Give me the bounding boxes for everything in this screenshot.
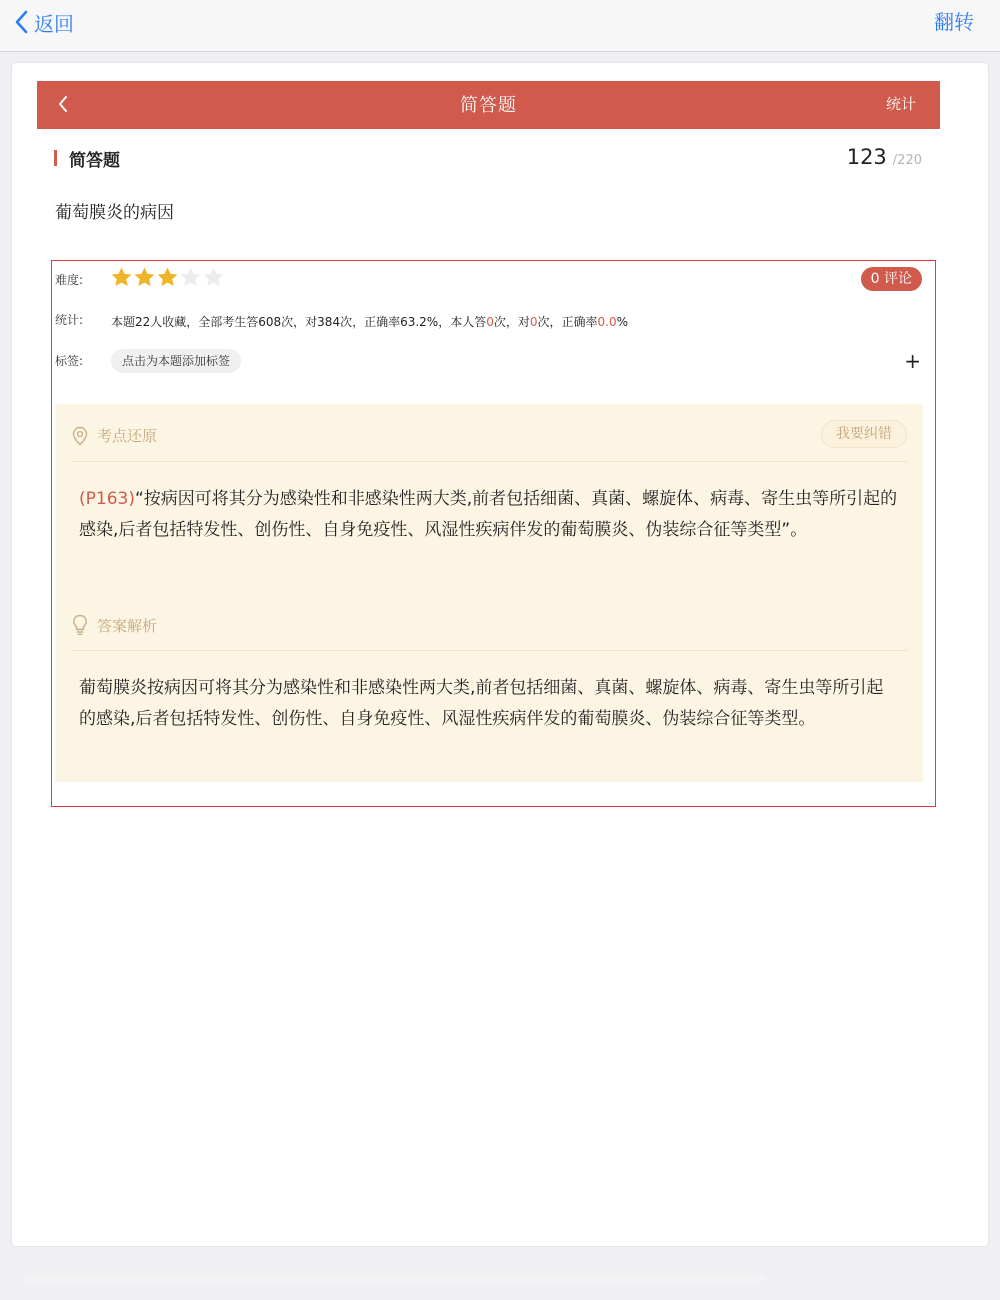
stats-text-2: 次，对 <box>493 315 530 329</box>
point-text: “按病因可将其分为感染性和非感染性两大类,前者包括细菌、真菌、螺旋体、病毒、寄生虫等所引起的感染,后者包括特发性、创伤性、自身免疫性、风湿性疾病伴发的葡萄膜炎、伪装综合征等类型”。 <box>79 489 898 540</box>
question-counter <box>847 145 922 169</box>
question-page <box>37 81 940 1201</box>
comment-badge[interactable]: 0 评论 <box>861 267 922 291</box>
chevron-left-icon <box>14 10 28 34</box>
star-icon <box>202 266 225 289</box>
page-reference: (P163) <box>79 489 135 509</box>
question-text: 葡萄膜炎的病因 <box>55 203 174 223</box>
bottom-toolbar-ghost <box>24 1275 764 1283</box>
answer-paragraph: 葡萄膜炎按病因可将其分为感染性和非感染性两大类,前者包括细菌、真菌、螺旋体、病毒、寄生虫等所引起的感染,后者包括特发性、创伤性、自身免疫性、风湿性疾病伴发的葡萄膜炎、伪装综合征等类型。 <box>79 678 884 729</box>
stats-button[interactable]: 统计 <box>885 95 916 113</box>
my-accuracy: 0.0 <box>597 315 617 329</box>
lightbulb-icon <box>71 614 89 636</box>
report-error-button[interactable]: 我要纠错 <box>821 420 907 448</box>
plus-icon[interactable]: + <box>904 349 921 373</box>
stats-text-4: % <box>616 315 629 329</box>
stats-label: 统计: <box>55 313 84 327</box>
location-pin-icon <box>71 426 89 446</box>
divider <box>71 650 907 651</box>
answer-section-header <box>71 614 157 636</box>
difficulty-label: 难度: <box>55 273 84 287</box>
content-card <box>12 63 988 1246</box>
back-button[interactable] <box>14 8 74 36</box>
stats-text-3: 次，正确率 <box>537 315 598 329</box>
star-icon <box>110 266 133 289</box>
point-paragraph <box>79 484 899 546</box>
accent-bar <box>54 150 57 166</box>
header-title: 简答题 <box>460 95 517 116</box>
stats-text-1: 本题22人收藏，全部考生答608次，对384次，正确率63.2%，本人答 <box>111 315 487 329</box>
stats-line <box>111 313 628 330</box>
difficulty-stars <box>110 266 225 289</box>
tags-label: 标签: <box>55 354 84 368</box>
divider <box>71 461 907 462</box>
question-type-label: 简答题 <box>69 150 120 171</box>
point-section-title: 考点还原 <box>97 427 158 445</box>
star-icon <box>179 266 202 289</box>
question-type <box>54 147 120 169</box>
point-section-header <box>71 425 157 446</box>
star-icon <box>156 266 179 289</box>
current-question-number: 123 <box>846 145 887 169</box>
question-header <box>37 81 940 129</box>
add-tag-button[interactable]: 点击为本题添加标签 <box>111 349 241 373</box>
back-label: 返回 <box>34 11 74 36</box>
analysis-box <box>55 404 923 782</box>
flip-button[interactable]: 翻转 <box>934 10 974 34</box>
answer-section-title: 答案解析 <box>97 616 158 635</box>
my-correct-count: 0 <box>529 315 538 329</box>
total-questions: /220 <box>892 153 922 168</box>
my-answer-count: 0 <box>486 315 494 329</box>
ios-nav-bar <box>0 0 1000 52</box>
star-icon <box>133 266 156 289</box>
info-panel <box>51 260 936 807</box>
